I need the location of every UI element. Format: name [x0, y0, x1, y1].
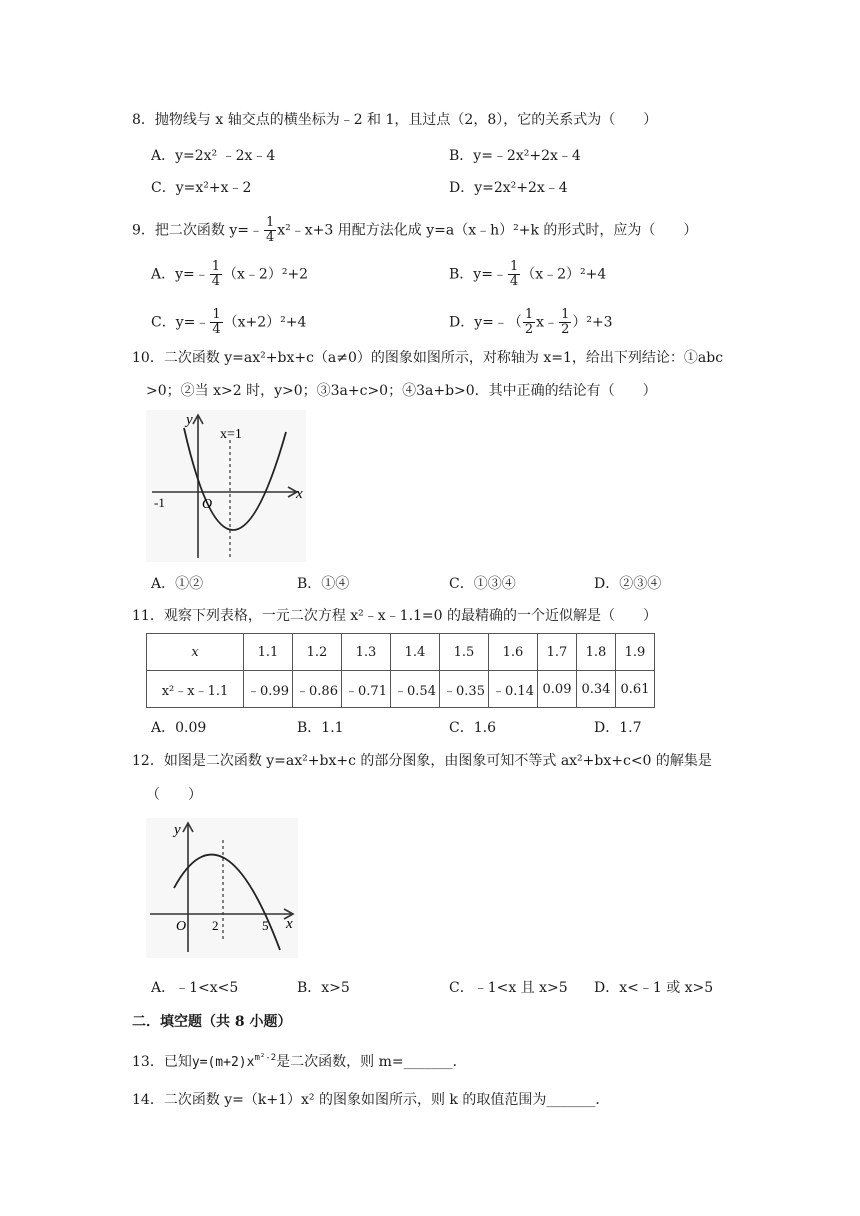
table-cell: 0.34 [577, 671, 616, 708]
q12-option-c: C．﹣1<x 且 x>5 [449, 980, 568, 996]
q11-value-table [146, 633, 655, 708]
q10-option-d: D．②③④ [594, 576, 662, 592]
q9-b-fraction [508, 260, 520, 289]
table-cell: ﹣0.86 [293, 671, 342, 708]
q11-option-c: C．1.6 [449, 720, 496, 736]
table-cell: 1.5 [440, 634, 489, 671]
q9-d-post: ）²+3 [572, 314, 613, 331]
q8-option-a: A．y=2x² ﹣2x﹣4 [151, 148, 276, 164]
table-cell: ﹣0.99 [244, 671, 293, 708]
q10-stem-line2: >0；②当 x>2 时，y>0；③3a+c>0；④3a+b>0．其中正确的结论有（ ） [146, 383, 657, 399]
q9-d-mid: x﹣ [536, 314, 559, 331]
q9-d-pre: D．y=﹣（ [449, 314, 522, 331]
q9-b-post: （x﹣2）²+4 [521, 266, 607, 283]
q9-option-b [449, 260, 606, 289]
q9-option-c [151, 308, 306, 337]
q9-c-pre: C．y=﹣ [151, 314, 210, 331]
q9-stem-fraction [264, 216, 276, 245]
q12-parabola-graph [146, 818, 298, 958]
tick-label-minus-1: -1 [154, 495, 165, 510]
fraction-denominator: 4 [211, 274, 221, 289]
origin-label: O [176, 919, 187, 934]
x-axis-label: x [296, 486, 303, 502]
table-cell: 1.8 [577, 634, 616, 671]
q13-pre: 13．已知 [132, 1054, 192, 1070]
table-cell: 1.4 [391, 634, 440, 671]
table-cell: 0.09 [538, 671, 577, 708]
q10-option-a: A．①② [151, 576, 204, 592]
fraction-numerator: 1 [509, 259, 519, 274]
q8-option-d: D．y=2x²+2x﹣4 [449, 180, 568, 196]
q13-stem [132, 1052, 467, 1073]
q10-stem-line1: 10．二次函数 y=ax²+bx+c（a≠0）的图象如图所示，对称轴为 x=1，给出下列结论：①abc [132, 350, 724, 366]
fraction-denominator: 4 [266, 230, 275, 245]
table-cell: ﹣0.54 [391, 671, 440, 708]
q11-stem: 11．观察下列表格，一元二次方程 x²﹣x﹣1.1=0 的最精确的一个近似解是（ ） [132, 608, 658, 624]
q9-option-d [449, 308, 613, 337]
symmetry-label: x=1 [220, 427, 242, 442]
q8-option-b: B．y=﹣2x²+2x﹣4 [449, 148, 581, 164]
q11-option-a: A．0.09 [151, 720, 207, 736]
fraction-numerator: 1 [211, 259, 221, 274]
table-cell: 1.6 [489, 634, 538, 671]
y-axis-label: y [174, 822, 181, 838]
q9-d-fraction-1 [523, 308, 535, 337]
table-row [147, 671, 655, 708]
y-axis-label: y [186, 412, 193, 428]
q12-stem-line2: （ ） [146, 787, 202, 803]
table-cell: 0.61 [616, 671, 655, 708]
tick-label-2: 2 [212, 918, 219, 933]
q12-option-b: B．x>5 [297, 980, 350, 996]
table-cell: 1.2 [293, 634, 342, 671]
table-cell: 1.3 [342, 634, 391, 671]
table-cell: x [147, 634, 244, 671]
q12-stem-line1: 12．如图是二次函数 y=ax²+bx+c 的部分图象，由图象可知不等式 ax²+bx+c<0 的解集是 [132, 753, 712, 769]
fraction-denominator: 2 [524, 322, 534, 337]
q13-formula-base: y=(m+2)x [191, 1055, 255, 1070]
q9-a-post: （x﹣2）²+2 [223, 266, 309, 283]
q9-c-fraction [210, 308, 222, 337]
table-cell: 1.7 [538, 634, 577, 671]
table-cell: ﹣0.14 [489, 671, 538, 708]
x-axis-label: x [286, 916, 293, 932]
q8-option-c: C．y=x²+x﹣2 [151, 180, 252, 196]
table-cell: ﹣0.71 [342, 671, 391, 708]
q9-stem-pre: 9．把二次函数 y=﹣ [132, 222, 263, 239]
q9-stem [132, 216, 697, 245]
table-cell: 1.1 [244, 634, 293, 671]
q9-c-post: （x+2）²+4 [223, 314, 307, 331]
fraction-numerator: 1 [524, 307, 534, 322]
fraction-numerator: 1 [212, 307, 221, 322]
q10-option-b: B．①④ [297, 576, 350, 592]
q14-stem: 14．二次函数 y=（k+1）x² 的图象如图所示，则 k 的取值范围为_______． [132, 1092, 610, 1108]
table-cell: ﹣0.35 [440, 671, 489, 708]
q12-option-d: D．x<﹣1 或 x>5 [594, 980, 714, 996]
table-cell: x²﹣x﹣1.1 [147, 671, 244, 708]
q13-post: 是二次函数，则 m=_______． [276, 1054, 467, 1070]
fraction-numerator: 1 [561, 307, 570, 322]
table-cell: 1.9 [616, 634, 655, 671]
q8-stem: 8．抛物线与 x 轴交点的横坐标为﹣2 和 1，且过点（2，8），它的关系式为（ ） [132, 112, 658, 128]
table-row [147, 634, 655, 671]
fraction-denominator: 4 [509, 274, 519, 289]
q13-formula-exponent: m²-2 [254, 1053, 277, 1063]
q12-option-a: A．﹣1<x<5 [151, 980, 239, 996]
q9-b-pre: B．y=﹣ [449, 266, 507, 283]
q9-d-fraction-2 [559, 308, 571, 337]
q10-option-c: C．①③④ [449, 576, 516, 592]
q11-option-b: B．1.1 [297, 720, 344, 736]
origin-label: O [202, 497, 213, 512]
fraction-denominator: 2 [561, 322, 570, 337]
q11-option-d: D．1.7 [594, 720, 642, 736]
fraction-numerator: 1 [266, 215, 275, 230]
q13-formula [192, 1055, 276, 1070]
section-heading: 二．填空题（共 8 小题） [132, 1014, 292, 1030]
q9-stem-post: x²﹣x+3 用配方法化成 y=a（x﹣h）²+k 的形式时，应为（ ） [277, 222, 698, 239]
fraction-denominator: 4 [212, 322, 221, 337]
q10-parabola-graph [146, 410, 306, 562]
q9-a-fraction [210, 260, 222, 289]
tick-label-5: 5 [262, 918, 269, 933]
q9-option-a [151, 260, 308, 289]
q9-a-pre: A．y=﹣ [151, 266, 209, 283]
